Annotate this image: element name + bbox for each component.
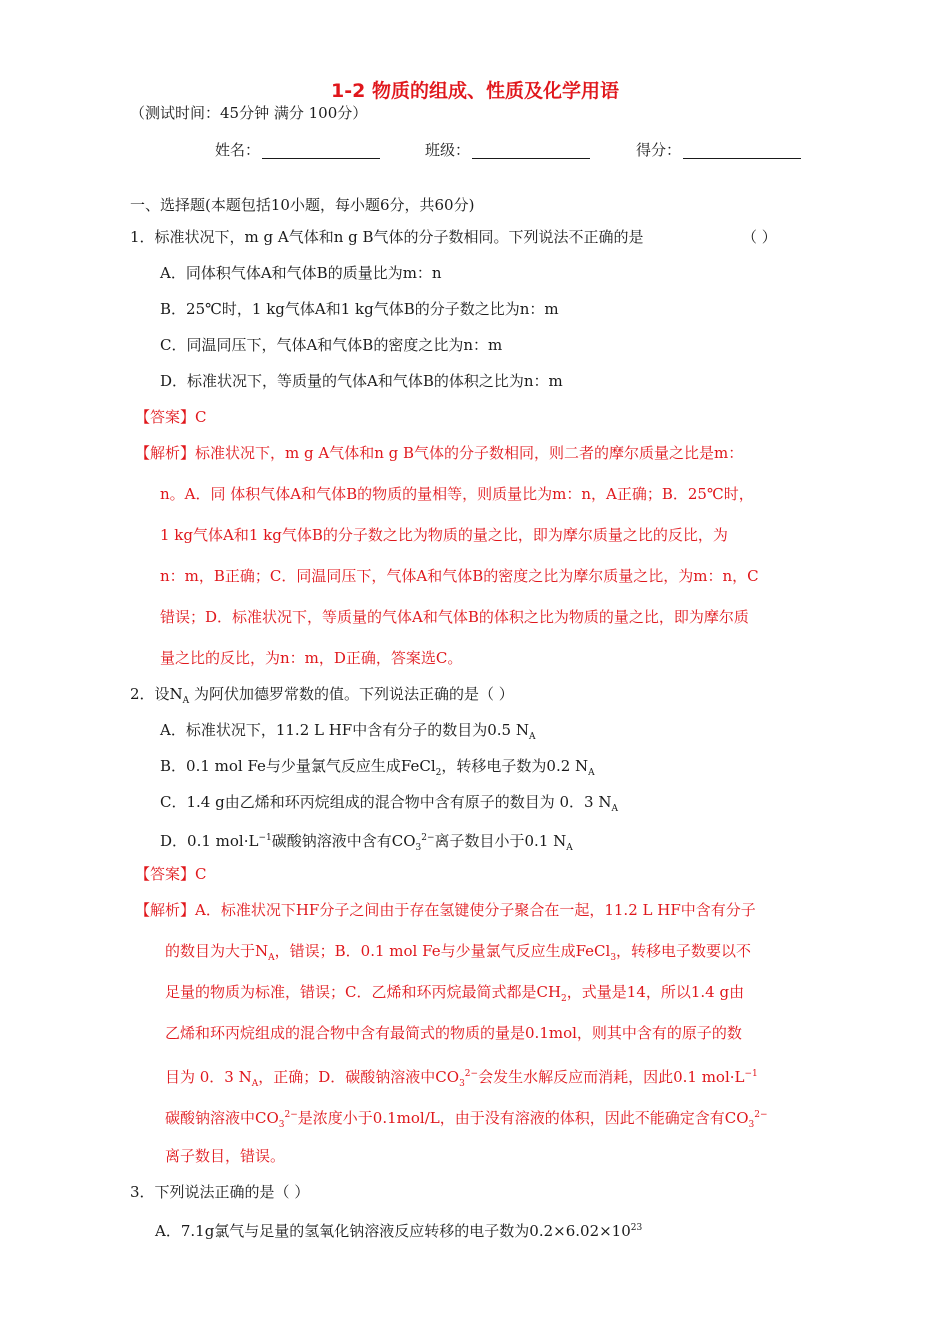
- q1-option-c: C．同温同压下，气体A和气体B的密度之比为n：m: [160, 336, 503, 354]
- q1-explanation-line-4: n：m，B正确；C．同温同压下，气体A和气体B的密度之比为摩尔质量之比，为m：n，C: [160, 567, 759, 585]
- name-field: [215, 139, 380, 160]
- q2-explanation-line-4: 乙烯和环丙烷组成的混合物中含有最简式的物质的量是0.1mol，则其中含有的原子的数: [165, 1024, 742, 1042]
- q2-exp6-sup: 2−: [284, 1110, 298, 1120]
- q2-stem-text: 2．设N: [130, 685, 183, 703]
- q2-exp6-sub: 3: [278, 1120, 285, 1130]
- q2-exp5-text-3: 会发生水解反应而消耗，因此0.1 mol·L: [478, 1068, 745, 1086]
- test-info: （测试时间：45分钟 满分 100分）: [130, 104, 368, 122]
- q2-option-d-text-3: 离子数目小于0.1 N: [434, 832, 567, 850]
- q2-option-c: [160, 792, 618, 819]
- q2-explanation-line-7: 离子数目，错误。: [165, 1147, 286, 1165]
- class-field: [425, 139, 590, 160]
- q2-exp5-sup: 2−: [464, 1069, 479, 1079]
- q2-option-b-sub-2: A: [588, 768, 595, 778]
- class-blank[interactable]: [472, 142, 590, 159]
- q2-option-d: [160, 828, 573, 858]
- q2-option-a-text: A．标准状况下，11.2 L HF中含有分子的数目为0.5 N: [160, 721, 529, 739]
- q3-option-a-sup: 23: [630, 1223, 643, 1233]
- section-heading: 一、选择题(本题包括10小题，每小题6分，共60分): [130, 196, 475, 214]
- q2-exp6-text-2: 是浓度小于0.1mol/L，由于没有溶液的体积，因此不能确定含有CO: [297, 1109, 749, 1127]
- q2-exp2-sub-2: 3: [610, 953, 617, 963]
- q3-option-a-text: A．7.1g氯气与足量的氢氧化钠溶液反应转移的电子数为0.2×6.02×10: [155, 1222, 631, 1240]
- q2-exp3-sub: 2: [561, 994, 567, 1004]
- page-title: 1-2 物质的组成、性质及化学用语: [331, 80, 619, 102]
- q2-exp2-text: 的数目为大于N: [165, 942, 269, 960]
- q1-explanation-line-6: 量之比的反比，为n：m，D正确，答案选C。: [160, 649, 463, 667]
- q1-explanation-tag: 【解析】: [135, 444, 196, 462]
- q1-stem-text: 1．标准状况下，m g A气体和n g B气体的分子数相同。下列说法不正确的是: [130, 228, 644, 246]
- q1-option-d: D．标准状况下，等质量的气体A和气体B的体积之比为n：m: [160, 372, 563, 390]
- q3-option-a: [155, 1218, 642, 1241]
- q1-answer-paren: （ ）: [742, 228, 777, 246]
- name-blank[interactable]: [262, 142, 380, 159]
- q2-option-c-text: C．1.4 g由乙烯和环丙烷组成的混合物中含有原子的数目为 0．3 N: [160, 793, 612, 811]
- q2-exp5-text: 目为 0．3 N: [165, 1068, 252, 1086]
- name-label: 姓名：: [215, 141, 261, 159]
- score-blank[interactable]: [683, 142, 801, 159]
- q2-stem-sub: A: [182, 696, 190, 706]
- q2-option-d-sub: 3: [415, 843, 422, 853]
- q2-explanation-line-2: [165, 941, 751, 968]
- q2-option-b: [160, 756, 595, 783]
- q2-answer: 【答案】C: [135, 865, 207, 883]
- q1-option-b: B．25℃时，1 kg气体A和1 kg气体B的分子数之比为n：m: [160, 300, 559, 318]
- q2-option-d-sup-2: 2−: [421, 833, 435, 843]
- q1-option-a: A．同体积气体A和气体B的质量比为m：n: [160, 264, 442, 282]
- q2-explanation-text-1: A．标准状况下HF分子之间由于存在氢键使分子聚合在一起，11.2 L HF中含有分子: [195, 901, 756, 919]
- q1-stem: [130, 227, 644, 247]
- q2-option-d-text: D．0.1 mol·L: [160, 832, 259, 850]
- q2-exp2-text-3: ，转移电子数要以不: [616, 942, 752, 960]
- q2-exp5-sub: A: [251, 1079, 259, 1089]
- q2-option-d-text-2: 碳酸钠溶液中含有CO: [271, 832, 416, 850]
- q2-stem-text-2: 为阿伏加德罗常数的值。下列说法正确的是（ ）: [189, 685, 514, 703]
- q1-explanation-text-1: 标准状况下，m g A气体和n g B气体的分子数相同，则二者的摩尔质量之比是m：: [195, 444, 744, 462]
- q2-option-d-sub-2: A: [566, 843, 573, 853]
- q2-option-b-sub: 2: [435, 768, 442, 778]
- class-label: 班级：: [425, 141, 471, 159]
- q2-exp5-sup-2: −1: [744, 1069, 758, 1079]
- q2-exp2-sub: A: [268, 953, 275, 963]
- q2-exp6-text: 碳酸钠溶液中CO: [165, 1109, 279, 1127]
- q2-option-a: [160, 720, 535, 747]
- q2-exp2-text-2: ，错误；B．0.1 mol Fe与少量氯气反应生成FeCl: [274, 942, 611, 960]
- q1-explanation-line-1: [135, 443, 743, 463]
- q2-option-d-sup: −1: [258, 833, 272, 843]
- score-field: [636, 139, 801, 160]
- q3-stem: 3．下列说法正确的是（ ）: [130, 1183, 310, 1201]
- q2-explanation-line-1: [135, 900, 756, 920]
- q2-explanation-line-5: [165, 1064, 758, 1094]
- q2-option-b-text: B．0.1 mol Fe与少量氯气反应生成FeCl: [160, 757, 436, 775]
- score-label: 得分：: [636, 141, 682, 159]
- q2-explanation-line-6: [165, 1105, 768, 1135]
- q2-exp5-text-2: ，正确；D．碳酸钠溶液中CO: [258, 1068, 460, 1086]
- q2-exp3-text: 足量的物质为标准，错误；C．乙烯和环丙烷最简式都是CH: [165, 983, 562, 1001]
- q2-exp6-sub-2: 3: [748, 1120, 755, 1130]
- q2-option-c-sub: A: [611, 804, 618, 814]
- q2-exp5-sub-2: 3: [459, 1079, 465, 1089]
- q1-explanation-line-2: n。A．同 体积气体A和气体B的物质的量相等，则质量比为m：n，A正确；B．25℃时，: [160, 485, 754, 503]
- q2-exp3-text-2: ，式量是14，所以1.4 g由: [566, 983, 745, 1001]
- q2-option-a-sub: A: [528, 732, 536, 742]
- q1-answer: 【答案】C: [135, 408, 207, 426]
- q2-explanation-line-3: [165, 982, 744, 1009]
- q2-exp6-sup-2: 2−: [754, 1110, 768, 1120]
- q2-explanation-tag: 【解析】: [135, 901, 196, 919]
- q1-explanation-line-3: 1 kg气体A和1 kg气体B的分子数之比为物质的量之比，即为摩尔质量之比的反比，为: [160, 526, 728, 544]
- q2-option-b-text-2: ，转移电子数为0.2 N: [441, 757, 589, 775]
- q1-explanation-line-5: 错误；D．标准状况下，等质量的气体A和气体B的体积之比为物质的量之比，即为摩尔质: [160, 608, 749, 626]
- q2-stem: [130, 684, 514, 711]
